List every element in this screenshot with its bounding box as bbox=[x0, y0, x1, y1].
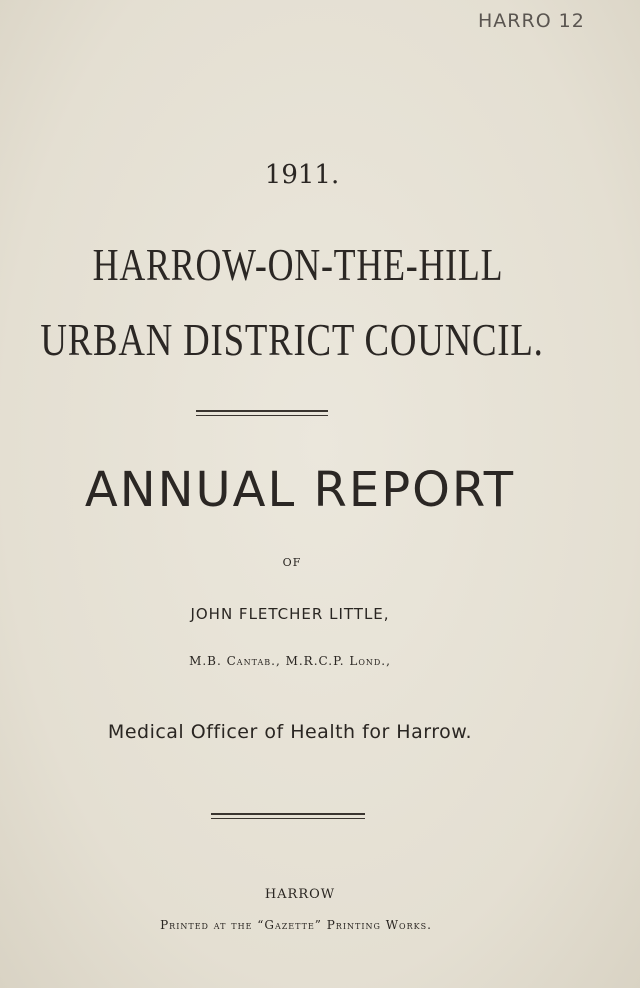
publication-place: HARROW bbox=[264, 887, 336, 902]
divider-rule-bottom-inner bbox=[211, 818, 365, 819]
catalog-mark: HARRO 12 bbox=[478, 10, 585, 32]
divider-rule-bottom bbox=[211, 813, 365, 815]
author-role: Medical Officer of Health for Harrow. bbox=[107, 721, 473, 743]
author-qualifications: M.B. Cantab., M.R.C.P. Lond., bbox=[189, 654, 391, 668]
council-name-line-2: URBAN DISTRICT COUNCIL. bbox=[40, 314, 544, 365]
divider-rule-top bbox=[196, 410, 328, 412]
divider-rule-top-inner bbox=[196, 415, 328, 416]
report-year: 1911. bbox=[264, 160, 340, 190]
printer-line: Printed at the “Gazette” Printing Works. bbox=[160, 918, 432, 932]
of-label: OF bbox=[282, 556, 302, 569]
report-title: ANNUAL REPORT bbox=[84, 462, 516, 518]
author-name: JOHN FLETCHER LITTLE, bbox=[190, 605, 390, 623]
council-name-line-1: HARROW-ON-THE-HILL bbox=[92, 239, 504, 290]
